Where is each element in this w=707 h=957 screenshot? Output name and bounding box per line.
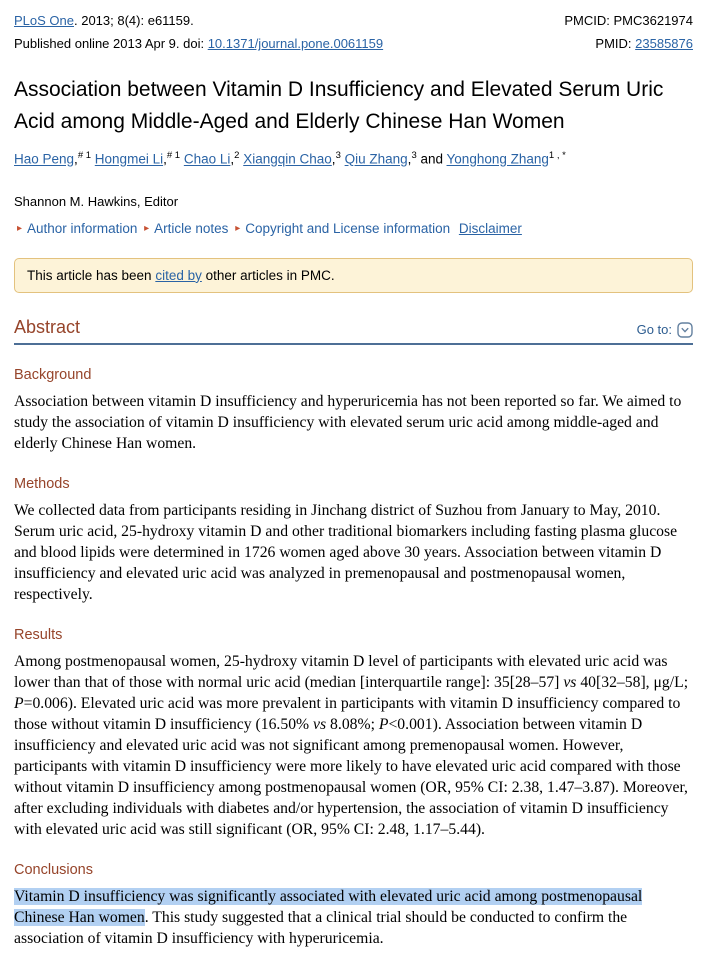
italic-text: P <box>378 715 389 733</box>
selected-text: Vitamin D insufficiency was significantly associated with elevated uric acid among postmenopausal Chinese Han women <box>14 887 643 926</box>
journal-link[interactable]: PLoS One <box>14 13 74 28</box>
author-separator: , <box>230 151 235 167</box>
goto-control[interactable] <box>637 322 693 338</box>
paragraph-text: 8.08%; <box>326 715 379 733</box>
bullet-arrow-icon: ▸ <box>235 222 241 234</box>
abstract-paragraph <box>14 886 693 949</box>
pmid-label: PMID: <box>595 36 636 51</box>
author-link[interactable]: Xiangqin Chao <box>243 151 332 167</box>
paragraph-text: =0.006). Elevated uric acid was more prevalent in participants with vitamin D insufficiency compared to those without vitamin D insufficiency (16.50% <box>14 694 681 733</box>
author-link[interactable]: Hongmei Li <box>94 151 164 167</box>
author-link[interactable]: Chao Li <box>183 151 231 167</box>
author-affiliation-sup: 2 <box>234 150 240 161</box>
citation-header-row-1 <box>14 9 693 32</box>
author-link[interactable]: Yonghong Zhang <box>446 151 549 167</box>
author-affiliation-sup: 3 <box>411 150 417 161</box>
paragraph-text: 40[32–58], μg/L; <box>576 673 689 691</box>
editor-line: Shannon M. Hawkins, Editor <box>14 193 179 209</box>
abstract-heading: Abstract <box>14 316 81 337</box>
paragraph-text: Among postmenopausal women, 25-hydroxy vitamin D level of participants with elevated uric acid was lower than that of those with normal uric acid (median [interquartile range]: 35[28–57] <box>14 652 668 691</box>
paragraph-text: Association between vitamin D insufficiency and hyperuricemia has not been reported so far. We aimed to study the association of vitamin D insufficiency with elevated serum uric acid among middle-aged and elderly Chinese Han women. <box>14 392 682 452</box>
author-separator: , <box>163 151 167 167</box>
author-conjunction: and <box>420 151 447 167</box>
italic-text: P <box>14 694 24 712</box>
author-link[interactable]: Qiu Zhang <box>344 151 408 167</box>
cited-notice-text: This article has been <box>27 267 156 283</box>
abstract-subheading-background: Background <box>14 366 92 383</box>
goto-dropdown-icon[interactable] <box>677 322 693 338</box>
abstract-section-header <box>14 317 693 345</box>
citation-text: . 2013; 8(4): e61159. <box>74 13 194 28</box>
article-meta-links <box>14 221 693 236</box>
abstract-subheading-results: Results <box>14 626 63 643</box>
paragraph-text: <0.001). Association between vitamin D insufficiency and elevated uric acid was not significant among premenopausal women. However, participants with vitamin D insufficiency were more likely to have elevated uric acid compared with those without vitamin D insufficiency among postmenopausal women (OR, 95% CI: 2.38, 1.47–3.87). Moreover, after excluding individuals with diabetes and/or hypertension, the association of vitamin D insufficiency with elevated uric acid was still significant (OR, 95% CI: 2.48, 1.17–5.44). <box>14 715 688 838</box>
author-list <box>14 149 693 170</box>
journal-citation <box>14 9 194 32</box>
abstract-subheading-methods: Methods <box>14 475 70 492</box>
doi-link[interactable]: 10.1371/journal.pone.0061159 <box>207 36 384 51</box>
pmcid-text: PMCID: PMC3621974 <box>564 13 693 28</box>
italic-text: vs <box>563 673 577 691</box>
abstract-subheading-conclusions: Conclusions <box>14 861 93 878</box>
paragraph-text: We collected data from participants residing in Jinchang district of Suzhou from January to May, 2010. Serum uric acid, 25-hydroxy vitamin D and other traditional biomarkers including fasting plasma glucose and blood lipids were determined in 1726 women aged above 30 years. Association between vitamin D insufficiency and elevated uric acid was analyzed in premenopausal and postmenopausal women, respectively. <box>14 501 678 603</box>
published-line <box>14 32 383 55</box>
paragraph-text: . This study suggested that a clinical trial should be conducted to confirm the association of vitamin D insufficiency with hyperuricemia. <box>14 908 628 947</box>
pmcid <box>564 9 693 32</box>
pmid-link[interactable]: 23585876 <box>635 36 693 51</box>
cited-notice-text-end: other articles in PMC. <box>201 267 335 283</box>
article-meta-link[interactable]: Article notes <box>154 220 229 236</box>
page-title: Association between Vitamin D Insufficiency and Elevated Serum Uric Acid among Middle-Aged and Elderly Chinese Han Women <box>14 78 664 133</box>
cited-by-link[interactable]: cited by <box>155 267 202 283</box>
author-affiliation-sup: 1 , * <box>548 150 566 161</box>
published-text: Published online 2013 Apr 9. doi: <box>14 36 208 51</box>
article-meta-link[interactable]: Author information <box>27 220 138 236</box>
abstract-paragraph <box>14 651 693 840</box>
citation-header-row-2 <box>14 32 693 55</box>
italic-text: vs <box>313 715 327 733</box>
author-affiliation-sup: # 1 <box>77 150 92 161</box>
author-separator: , <box>74 151 78 167</box>
author-separator: , <box>407 151 412 167</box>
author-affiliation-sup: 3 <box>335 150 341 161</box>
pmid <box>595 32 693 55</box>
bullet-arrow-icon: ▸ <box>17 222 23 234</box>
author-affiliation-sup: # 1 <box>166 150 181 161</box>
author-separator: , <box>331 151 336 167</box>
abstract-paragraph <box>14 500 693 605</box>
disclaimer-link[interactable]: Disclaimer <box>458 220 522 236</box>
goto-link[interactable]: Go to: <box>636 322 672 338</box>
abstract-body <box>14 367 693 949</box>
cited-by-notice <box>14 258 693 293</box>
author-link[interactable]: Hao Peng <box>14 151 75 167</box>
article-meta-link[interactable]: Copyright and License information <box>245 220 451 236</box>
bullet-arrow-icon: ▸ <box>144 222 150 234</box>
abstract-paragraph <box>14 391 693 454</box>
